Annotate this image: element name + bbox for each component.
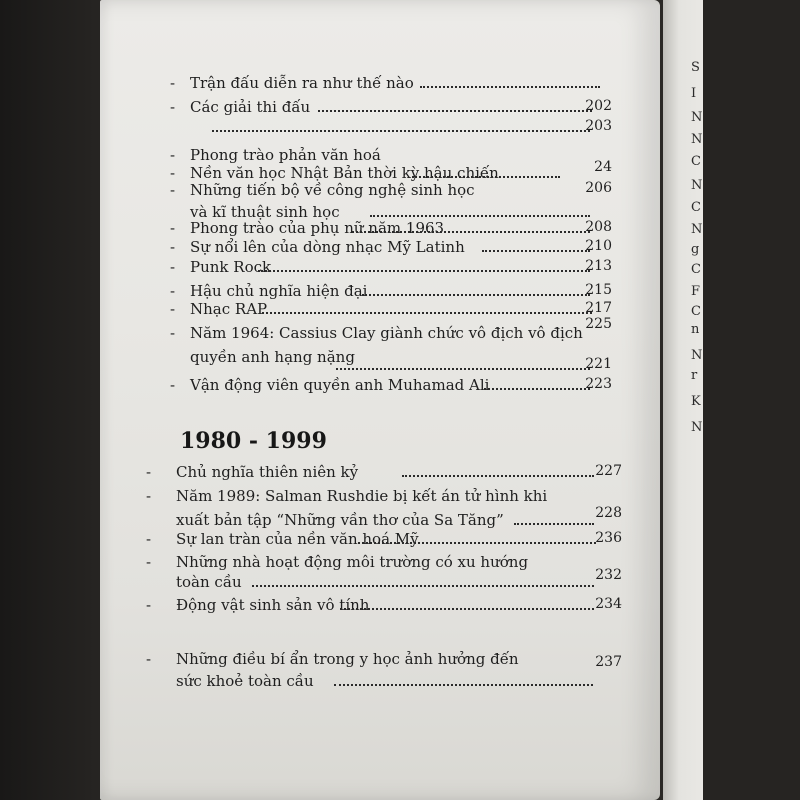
entry-dash: - xyxy=(146,463,152,481)
entry-title: Những tiến bộ về công nghệ sinh học xyxy=(190,181,475,199)
entry-dash: - xyxy=(170,376,176,394)
page-number: 213 xyxy=(585,258,612,274)
page-number: 217 xyxy=(585,300,612,316)
dot-leader xyxy=(334,684,593,686)
right-page-letter: N xyxy=(691,132,703,147)
dot-leader xyxy=(212,130,590,132)
dot-leader xyxy=(514,523,594,525)
right-page-letter: n xyxy=(691,322,700,337)
entry-title: Những nhà hoạt động môi trường có xu hướng xyxy=(176,553,529,571)
entry-dash: - xyxy=(170,74,176,92)
dot-leader xyxy=(420,86,600,88)
book-page-right xyxy=(663,0,703,800)
entry-dash: - xyxy=(170,238,176,256)
page-number: 202 xyxy=(585,98,612,114)
entry-title: xuất bản tập “Những vần thơ của Sa Tăng” xyxy=(176,511,504,529)
dot-leader xyxy=(258,270,590,272)
right-page-letter: K xyxy=(691,394,701,409)
dot-leader xyxy=(252,585,594,587)
page-number: 236 xyxy=(595,530,622,546)
dot-leader xyxy=(362,294,590,296)
entry-dash: - xyxy=(170,98,176,116)
entry-title: Động vật sinh sản vô tính xyxy=(176,596,370,614)
right-page-letter: N xyxy=(691,420,703,435)
right-page-letter: C xyxy=(691,262,701,277)
entry-dash: - xyxy=(146,596,152,614)
entry-dash: - xyxy=(170,300,176,318)
right-page-letter: C xyxy=(691,200,701,215)
page-number: 210 xyxy=(585,238,612,254)
page-number: 206 xyxy=(585,180,612,196)
entry-title: Nền văn học Nhật Bản thời kỳ hậu chiến xyxy=(190,164,499,182)
entry-dash: - xyxy=(146,553,152,571)
dark-edge xyxy=(703,0,800,800)
page-number: 203 xyxy=(585,118,612,134)
section-heading: 1980 - 1999 xyxy=(180,428,327,454)
right-page-letter: N xyxy=(691,348,703,363)
page-number: 221 xyxy=(585,356,612,372)
page-number: 234 xyxy=(595,596,622,612)
entry-title: toàn cầu xyxy=(176,573,242,591)
right-page-letter: g xyxy=(691,242,700,257)
right-page-letter: S xyxy=(691,60,700,75)
right-page-letter: C xyxy=(691,154,701,169)
entry-dash: - xyxy=(170,258,176,276)
right-page-letter: N xyxy=(691,222,703,237)
dot-leader xyxy=(370,215,590,217)
entry-title: Hậu chủ nghĩa hiện đại xyxy=(190,282,368,300)
page-number: 24 xyxy=(594,159,612,175)
dot-leader xyxy=(358,542,596,544)
entry-title: Những điều bí ẩn trong y học ảnh hưởng đến xyxy=(176,650,519,668)
entry-title: quyền anh hạng nặng xyxy=(190,348,355,366)
entry-title: Trận đấu diễn ra như thế nào xyxy=(190,74,414,92)
entry-dash: - xyxy=(146,650,152,668)
entry-title: Các giải thi đấu xyxy=(190,98,311,116)
entry-title: Sự nổi lên của dòng nhạc Mỹ Latinh xyxy=(190,238,465,256)
dot-leader xyxy=(318,110,592,112)
entry-title: Chủ nghĩa thiên niên kỷ xyxy=(176,463,359,481)
entry-dash: - xyxy=(170,324,176,342)
right-page-letter: N xyxy=(691,178,703,193)
page-number: 237 xyxy=(595,654,622,670)
right-page-letter: C xyxy=(691,304,701,319)
dot-leader xyxy=(340,608,594,610)
page-number: 228 xyxy=(595,505,622,521)
entry-dash: - xyxy=(146,487,152,505)
entry-title: Năm 1964: Cassius Clay giành chức vô địch vô địch xyxy=(190,324,583,342)
entry-title: sức khoẻ toàn cầu xyxy=(176,672,314,690)
entry-dash: - xyxy=(170,282,176,300)
entry-dash: - xyxy=(146,530,152,548)
entry-title: Vận động viên quyền anh Muhamad Ali xyxy=(190,376,490,394)
page-number: 232 xyxy=(595,567,622,583)
book-page-left xyxy=(100,0,660,800)
entry-title: Phong trào của phụ nữ năm 1963 xyxy=(190,219,445,237)
dot-leader xyxy=(262,312,592,314)
dot-leader xyxy=(402,475,594,477)
dot-leader xyxy=(336,368,590,370)
dot-leader xyxy=(412,176,560,178)
right-page-letter: I xyxy=(691,86,697,101)
entry-title: và kĩ thuật sinh học xyxy=(190,203,340,221)
page-number: 215 xyxy=(585,282,612,298)
dot-leader xyxy=(352,231,590,233)
entry-title: Năm 1989: Salman Rushdie bị kết án tử hình khi xyxy=(176,487,548,505)
entry-title: Punk Rock xyxy=(190,258,272,276)
entry-dash: - xyxy=(170,219,176,237)
right-page-letter: N xyxy=(691,110,703,125)
entry-dash: - xyxy=(170,181,176,199)
page-number: 223 xyxy=(585,376,612,392)
entry-dash: - xyxy=(170,146,176,164)
entry-title: Phong trào phản văn hoá xyxy=(190,146,381,164)
right-page-letter: F xyxy=(691,284,701,299)
entry-dash: - xyxy=(170,164,176,182)
entry-title: Nhạc RAP xyxy=(190,300,268,318)
right-page-letter: r xyxy=(691,368,698,383)
entry-title: Sự lan tràn của nền văn hoá Mỹ xyxy=(176,530,419,548)
page-number: 227 xyxy=(595,463,622,479)
page-number: 208 xyxy=(585,219,612,235)
page-number: 225 xyxy=(585,316,612,332)
